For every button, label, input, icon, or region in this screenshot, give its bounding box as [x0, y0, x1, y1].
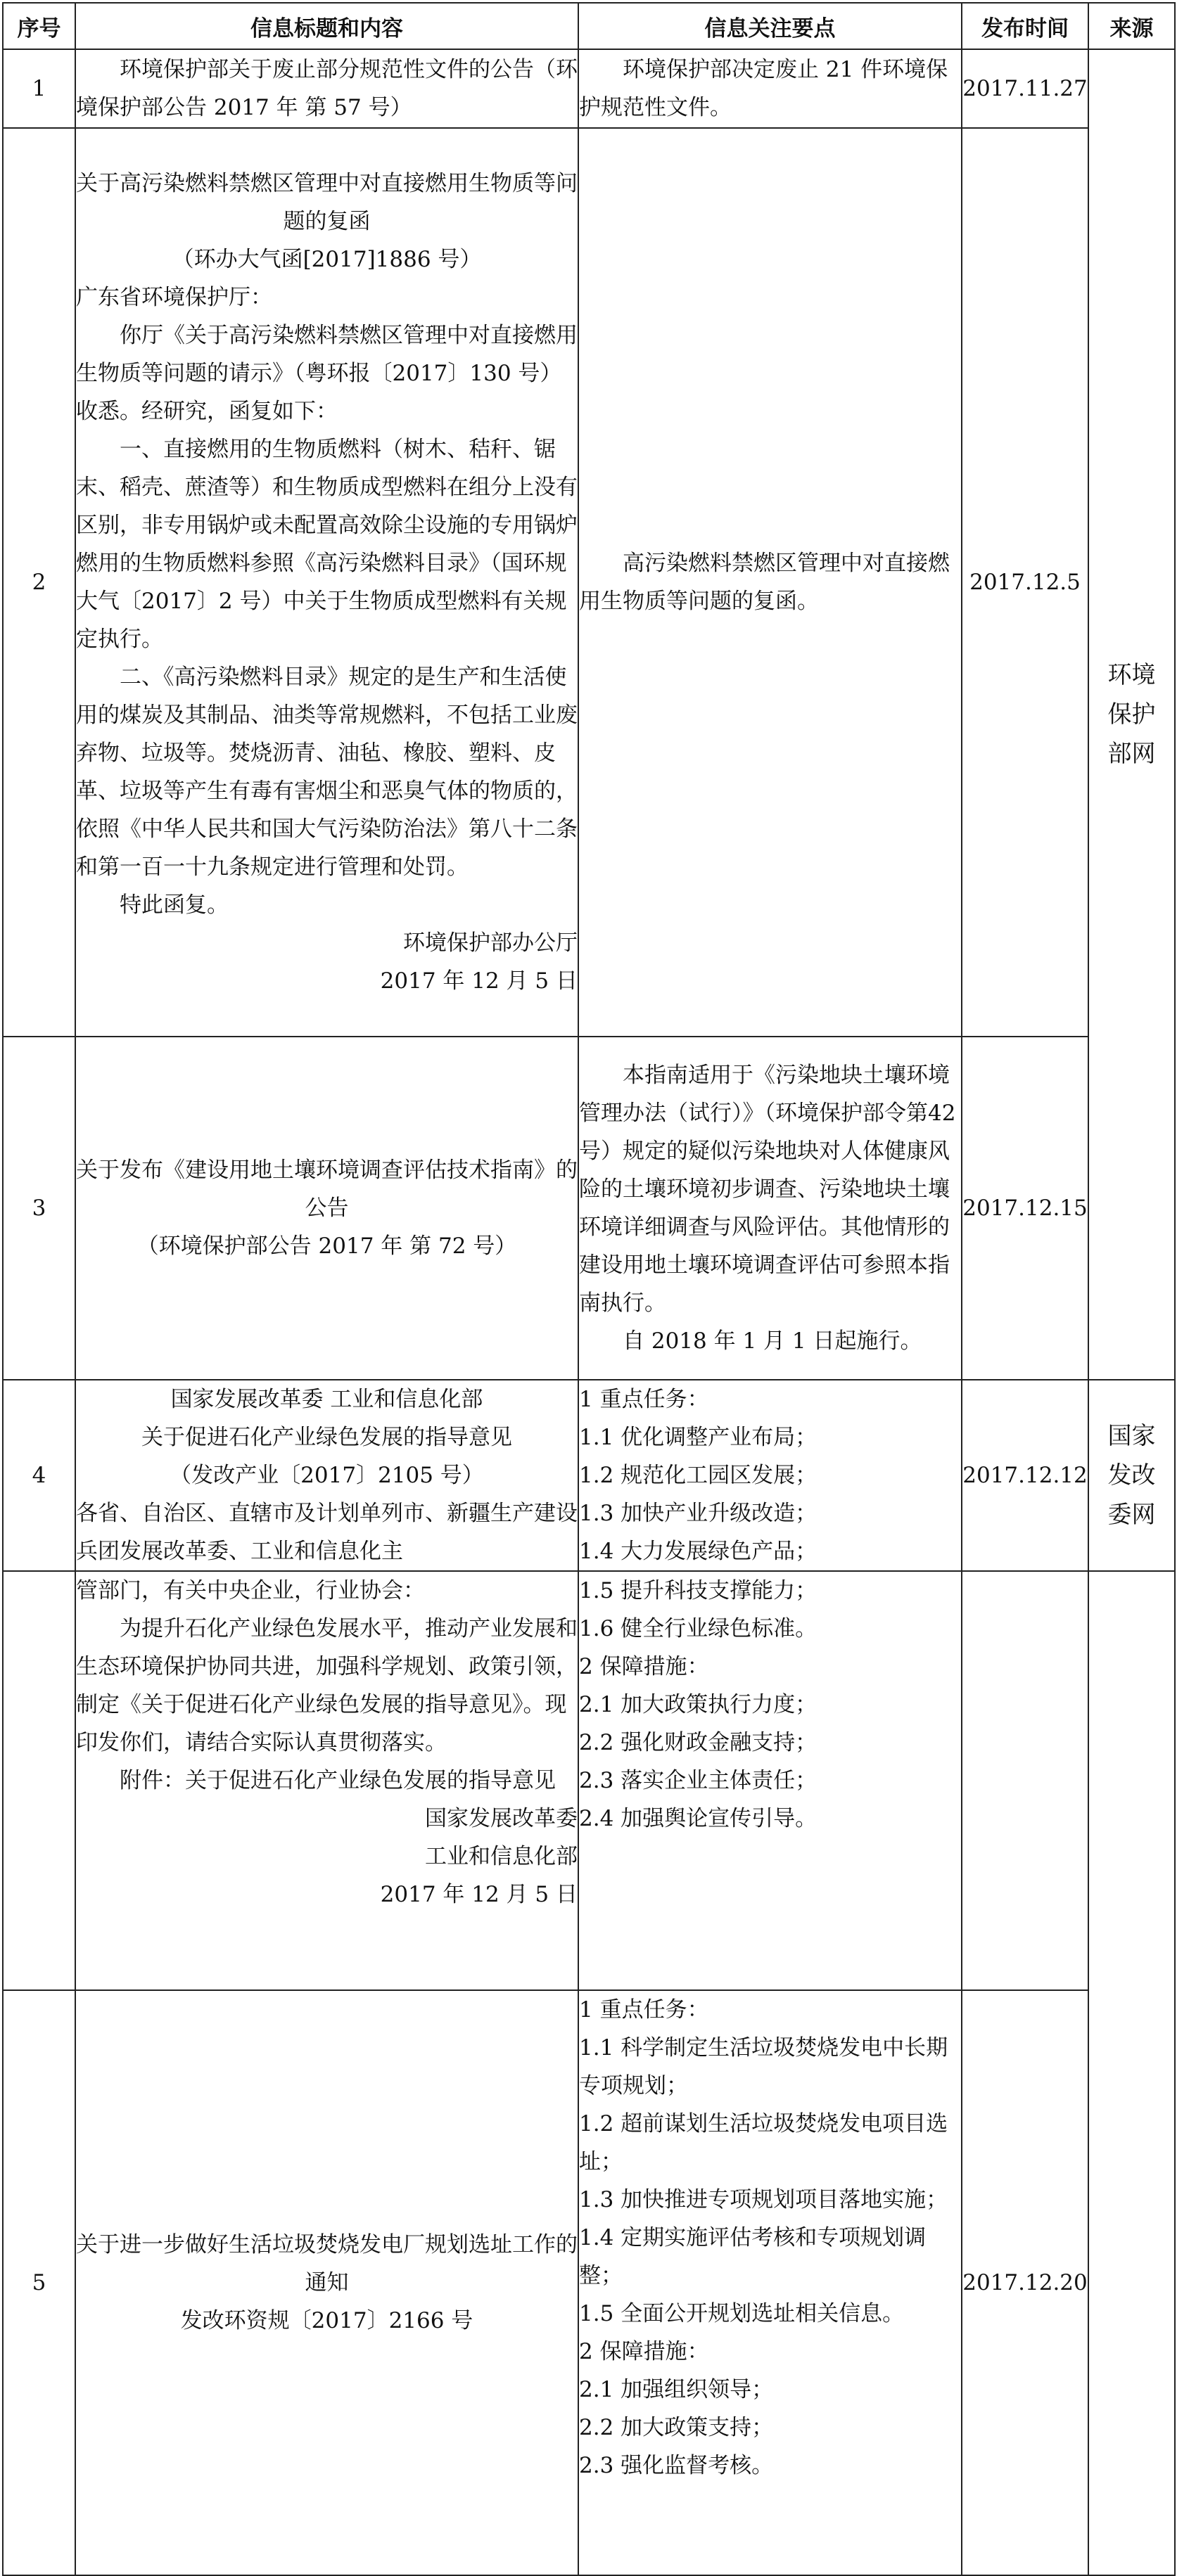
points-line: 1 重点任务：	[579, 1387, 709, 1412]
title-line: 发改环资规〔2017〕2166 号	[180, 2308, 473, 2333]
header-points: 信息关注要点	[578, 3, 962, 49]
row-date: 2017.12.12	[962, 1380, 1088, 1571]
title-line: 环境保护部办公厅	[403, 930, 578, 956]
row-number: 3	[3, 1037, 75, 1380]
table-row	[3, 1037, 1175, 1380]
points-line: 2.2 加大政策支持；	[579, 2415, 774, 2440]
title-line: 附件：关于促进石化产业绿色发展的指导意见	[120, 1768, 556, 1793]
row-number: 1	[3, 49, 75, 128]
title-line: 工业和信息化部	[425, 1844, 578, 1869]
points-line: 高污染燃料禁燃区管理中对直接燃用生物质等问题的复函。	[579, 551, 950, 614]
header-title: 信息标题和内容	[75, 3, 578, 49]
title-line: 特此函复。	[120, 892, 229, 918]
table-header-row	[3, 3, 1175, 49]
title-line: 关于进一步做好生活垃圾焚烧发电厂规划选址工作的通知	[76, 2232, 578, 2295]
row-date: 2017.11.27	[962, 49, 1088, 128]
row-title	[75, 1037, 578, 1380]
row-title	[75, 1380, 578, 1571]
table-row	[3, 128, 1175, 1037]
title-line: 你厅《关于高污染燃料禁燃区管理中对直接燃用生物质等问题的请示》（粤环报〔2017〕130 号）收悉。经研究，函复如下：	[76, 323, 578, 424]
title-line: （发改产业〔2017〕2105 号）	[170, 1463, 484, 1488]
title-line: 广东省环境保护厅：	[76, 285, 272, 310]
title-line: 管部门，有关中央企业，行业协会：	[76, 1578, 425, 1603]
row-points	[578, 1571, 962, 1990]
title-line: （环办大气函[2017]1886 号）	[172, 247, 482, 272]
row-points	[578, 1037, 962, 1380]
points-line: 2.2 强化财政金融支持；	[579, 1730, 817, 1755]
source-ndrc	[1088, 1380, 1175, 1571]
points-line: 1.2 规范化工园区发展；	[579, 1463, 817, 1488]
row-title	[75, 1990, 578, 2575]
title-line: 关于促进石化产业绿色发展的指导意见	[141, 1425, 512, 1450]
points-line: 1 重点任务：	[579, 1997, 709, 2023]
source-empty	[1088, 1571, 1175, 2575]
points-line: 1.3 加快产业升级改造；	[579, 1501, 817, 1526]
points-line: 1.4 定期实施评估考核和专项规划调整；	[579, 2225, 927, 2288]
table-row	[3, 49, 1175, 128]
document-page	[2, 2, 1174, 2573]
title-line: 二、《高污染燃料目录》规定的是生产和生活使用的煤炭及其制品、油类等常规燃料，不包括工业废弃物、垃圾等。焚烧沥青、油毡、橡胶、塑料、皮革、垃圾等产生有毒有害烟尘和恶臭气体的物质的，依照《中华人民共和国大气污染防治法》第八十二条和第一百一十九条规定进行管理和处罚。	[76, 665, 578, 880]
source-text: 环境保护部网	[1107, 661, 1156, 768]
row-title	[75, 1571, 578, 1990]
title-line: 2017 年 12 月 5 日	[380, 1882, 578, 1907]
points-line: 2.1 加大政策执行力度；	[579, 1692, 817, 1717]
title-line: 一、直接燃用的生物质燃料（树木、秸秆、锯末、稻壳、蔗渣等）和生物质成型燃料在组分上没有区别，非专用锅炉或未配置高效除尘设施的专用锅炉燃用的生物质燃料参照《高污染燃料目录》（国环规大气〔2017〕2 号）中关于生物质成型燃料有关规定执行。	[76, 437, 578, 652]
title-line: 国家发展改革委 工业和信息化部	[170, 1387, 483, 1412]
row-number: 5	[3, 1990, 75, 2575]
row-points	[578, 128, 962, 1037]
row-title	[75, 49, 578, 128]
points-line: 环境保护部决定废止 21 件环境保护规范性文件。	[579, 57, 948, 120]
points-line: 1.5 全面公开规划选址相关信息。	[579, 2301, 905, 2326]
title-line: 国家发展改革委	[425, 1806, 578, 1831]
title-line: 2017 年 12 月 5 日	[380, 968, 578, 994]
points-line: 1.6 健全行业绿色标准。	[579, 1616, 817, 1641]
row-points	[578, 1990, 962, 2575]
source-text: 国家发改委网	[1107, 1422, 1156, 1529]
row-points	[578, 49, 962, 128]
header-date: 发布时间	[962, 3, 1088, 49]
points-line: 2.1 加强组织领导；	[579, 2377, 774, 2402]
policy-table	[2, 2, 1176, 2576]
points-line: 1.3 加快推进专项规划项目落地实施；	[579, 2187, 948, 2212]
source-mep	[1088, 49, 1175, 1380]
header-source: 来源	[1088, 3, 1175, 49]
row-date: 2017.12.20	[962, 1990, 1088, 2575]
title-line: （环境保护部公告 2017 年 第 72 号）	[136, 1233, 517, 1259]
title-line: 为提升石化产业绿色发展水平，推动产业发展和生态环境保护协同共进，加强科学规划、政策引领，制定《关于促进石化产业绿色发展的指导意见》。现印发你们，请结合实际认真贯彻落实。	[76, 1616, 578, 1755]
points-line: 1.4 大力发展绿色产品；	[579, 1539, 817, 1564]
row-title	[75, 128, 578, 1037]
points-line: 2 保障措施：	[579, 1654, 709, 1679]
row-date: 2017.12.5	[962, 128, 1088, 1037]
title-line: 环境保护部关于废止部分规范性文件的公告（环境保护部公告 2017 年 第 57 号）	[76, 57, 578, 120]
row-date	[962, 1571, 1088, 1990]
points-line: 1.1 科学制定生活垃圾焚烧发电中长期专项规划；	[579, 2035, 948, 2098]
title-line: 各省、自治区、直辖市及计划单列市、新疆生产建设兵团发展改革委、工业和信息化主	[76, 1501, 578, 1564]
row-number: 2	[3, 128, 75, 1037]
row-points	[578, 1380, 962, 1571]
row-number: 4	[3, 1380, 75, 1571]
points-line: 2 保障措施：	[579, 2339, 709, 2364]
points-line: 1.2 超前谋划生活垃圾焚烧发电项目选址；	[579, 2111, 948, 2174]
points-line: 自 2018 年 1 月 1 日起施行。	[623, 1328, 922, 1354]
title-line: 关于发布《建设用地土壤环境调查评估技术指南》的公告	[76, 1158, 578, 1221]
row-number	[3, 1571, 75, 1990]
header-no: 序号	[3, 3, 75, 49]
points-line: 1.1 优化调整产业布局；	[579, 1425, 817, 1450]
table-row-continuation	[3, 1571, 1175, 1990]
title-line: 关于高污染燃料禁燃区管理中对直接燃用生物质等问题的复函	[76, 171, 578, 234]
points-line: 本指南适用于《污染地块土壤环境管理办法（试行）》（环境保护部令第42号）规定的疑似污染地块对人体健康风险的土壤环境初步调查、污染地块土壤环境详细调查与风险评估。其他情形的建设用地土壤环境调查评估可参照本指南执行。	[579, 1063, 956, 1316]
points-line: 2.3 落实企业主体责任；	[579, 1768, 817, 1793]
points-line: 2.4 加强舆论宣传引导。	[579, 1806, 817, 1831]
table-row	[3, 1380, 1175, 1571]
row-date: 2017.12.15	[962, 1037, 1088, 1380]
points-line: 2.3 强化监督考核。	[579, 2453, 774, 2478]
table-row	[3, 1990, 1175, 2575]
points-line: 1.5 提升科技支撑能力；	[579, 1578, 817, 1603]
